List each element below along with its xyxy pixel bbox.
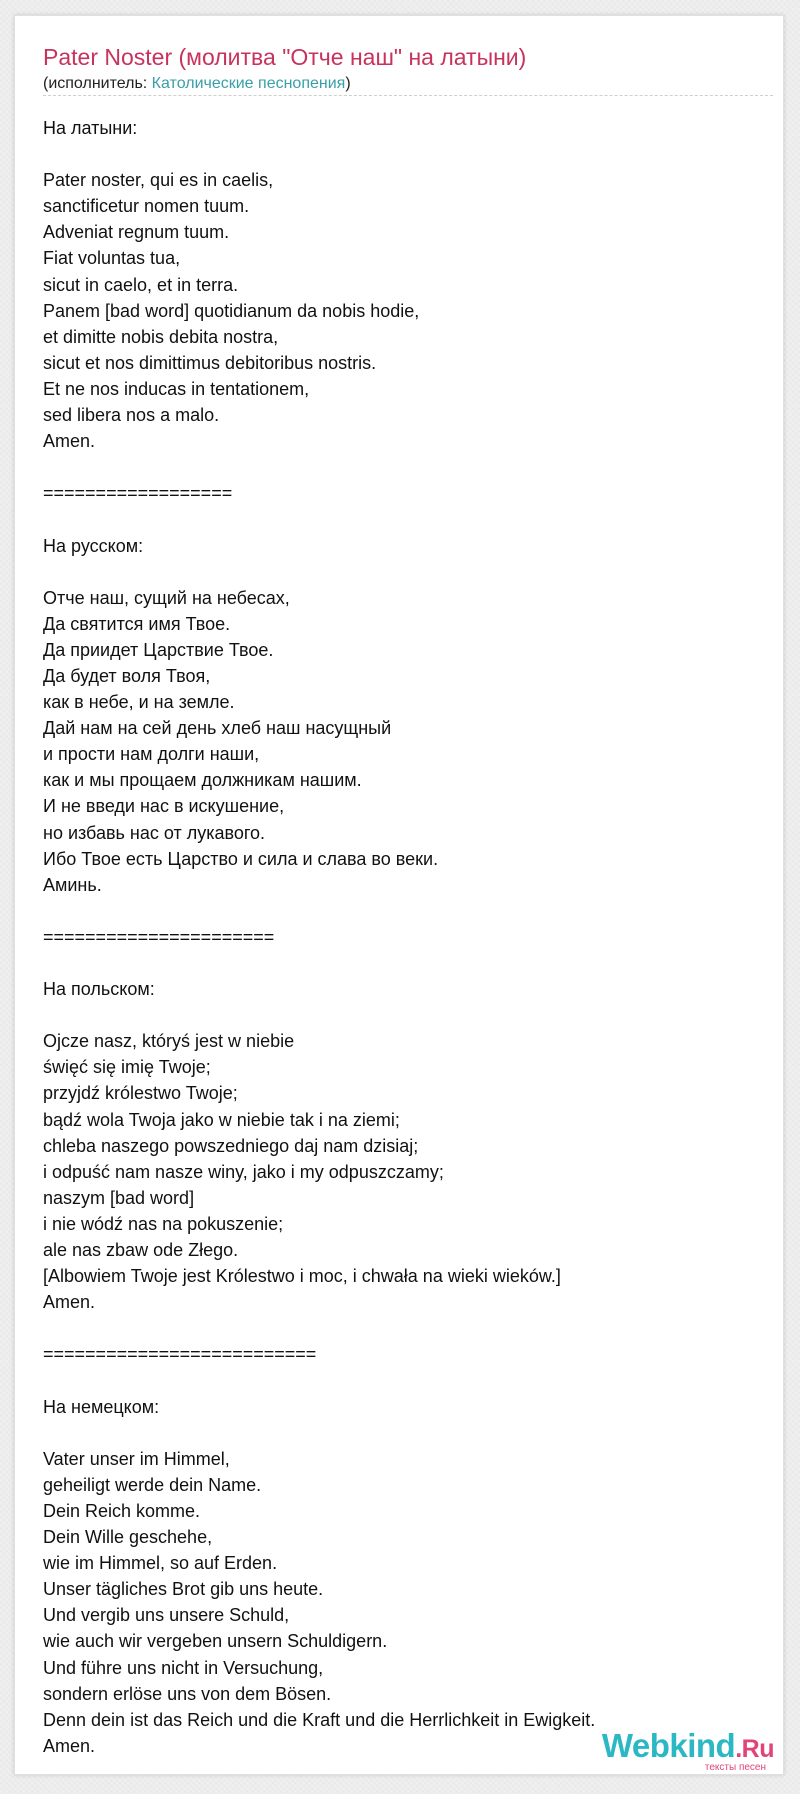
- lyrics-line: Fiat voluntas tua,: [43, 248, 181, 269]
- artist-prefix: (исполнитель:: [43, 75, 152, 92]
- webkind-logo[interactable]: [584, 1726, 774, 1776]
- lyrics-line: Да будет воля Твоя,: [43, 665, 211, 686]
- lyrics-line: как в небе, и на земле.: [43, 692, 235, 713]
- lyrics-line: [43, 950, 773, 976]
- lyrics-line: Аминь.: [43, 874, 102, 895]
- lyrics-line: Да приидет Царствие Твое.: [43, 639, 274, 660]
- lyrics-line: wie auch wir vergeben unsern Schuldigern.: [43, 1631, 388, 1652]
- lyrics-line: bądź wola Twoja jako w niebie tak i na ziemi;: [43, 1109, 400, 1130]
- artist-link[interactable]: Католические песнопения: [151, 75, 346, 92]
- lyrics-line: На польском:: [43, 979, 155, 1000]
- lyrics-line: Отче наш, сущий на небесах,: [43, 587, 290, 608]
- title-divider: [43, 95, 773, 96]
- lyrics-line: chleba naszego powszedniego daj nam dzisiaj;: [43, 1135, 419, 1156]
- lyrics-line: naszym [bad word]: [43, 1187, 195, 1208]
- lyrics-line: [43, 559, 773, 585]
- lyrics-line: Ojcze nasz, któryś jest w niebie: [43, 1031, 295, 1052]
- lyrics-line: Pater noster, qui es in caelis,: [43, 170, 274, 191]
- lyrics-line: [43, 1002, 773, 1028]
- lyrics-line: Amen.: [43, 1735, 96, 1756]
- lyrics-line: święć się imię Twoje;: [43, 1057, 211, 1078]
- lyrics-line: Dein Reich komme.: [43, 1500, 201, 1521]
- lyrics-line: przyjdź królestwo Twoje;: [43, 1083, 238, 1104]
- lyrics-line: [43, 141, 773, 167]
- lyrics-line: sondern erlöse uns von dem Bösen.: [43, 1683, 332, 1704]
- lyrics-line: но избавь нас от лукавого.: [43, 822, 266, 843]
- page-title: Pater Noster (молитва "Отче наш" на латыни): [43, 44, 527, 70]
- lyrics-line: Und vergib uns unsere Schuld,: [43, 1605, 290, 1626]
- lyrics-line: И не введи нас в искушение,: [43, 796, 285, 817]
- lyrics-line: Et ne nos inducas in tentationem,: [43, 378, 310, 399]
- lyrics-line: i nie wódź nas na pokuszenie;: [43, 1213, 284, 1234]
- lyrics-line: Да святится имя Твое.: [43, 613, 231, 634]
- lyrics-line: Und führe uns nicht in Versuchung,: [43, 1657, 324, 1678]
- lyrics-line: Panem [bad word] quotidianum da nobis hodie,: [43, 300, 420, 321]
- lyrics-line: sanctificetur nomen tuum.: [43, 196, 250, 217]
- lyrics-line: Ибо Твое есть Царство и сила и слава во веки.: [43, 848, 439, 869]
- lyrics-line: i odpuść nam nasze winy, jako i my odpuszczamy;: [43, 1161, 444, 1182]
- lyrics-line: [43, 1315, 773, 1341]
- lyrics-line: Amen.: [43, 1292, 96, 1313]
- lyrics-line: ale nas zbaw ode Złego.: [43, 1240, 239, 1261]
- logo-main-text: Webkind: [601, 1727, 736, 1764]
- lyrics-text: [43, 115, 773, 1759]
- lyrics-card: [14, 15, 784, 1775]
- lyrics-line: [43, 1368, 773, 1394]
- lyrics-line: Dein Wille geschehe,: [43, 1527, 213, 1548]
- lyrics-line: Denn dein ist das Reich und die Kraft und die Herrlichkeit in Ewigkeit.: [43, 1709, 596, 1730]
- lyrics-line: sicut in caelo, et in terra.: [43, 274, 239, 295]
- lyrics-line: sed libera nos a malo.: [43, 405, 220, 426]
- lyrics-line: ======================: [43, 926, 275, 947]
- artist-line: [43, 75, 351, 93]
- lyrics-line: [43, 1420, 773, 1446]
- lyrics-line: [43, 898, 773, 924]
- lyrics-line: wie im Himmel, so auf Erden.: [43, 1553, 278, 1574]
- lyrics-line: и прости нам долги наши,: [43, 744, 260, 765]
- lyrics-line: На латыни:: [43, 118, 138, 138]
- artist-suffix: ): [345, 75, 351, 92]
- logo-tld: .Ru: [735, 1735, 774, 1763]
- lyrics-line: Amen.: [43, 431, 96, 452]
- lyrics-line: Unser tägliches Brot gib uns heute.: [43, 1579, 324, 1600]
- lyrics-line: et dimitte nobis debita nostra,: [43, 326, 279, 347]
- lyrics-line: Adveniat regnum tuum.: [43, 222, 230, 243]
- lyrics-line: На русском:: [43, 535, 144, 556]
- lyrics-line: geheiligt werde dein Name.: [43, 1474, 262, 1495]
- lyrics-line: ==================: [43, 483, 233, 504]
- lyrics-line: как и мы прощаем должникам нашим.: [43, 770, 362, 791]
- lyrics-line: ==========================: [43, 1344, 317, 1365]
- lyrics-line: [Albowiem Twoje jest Królestwo i moc, i chwała na wieki wieków.]: [43, 1266, 561, 1287]
- lyrics-line: На немецком:: [43, 1396, 160, 1417]
- lyrics-line: Vater unser im Himmel,: [43, 1448, 230, 1469]
- lyrics-line: sicut et nos dimittimus debitoribus nostris.: [43, 352, 377, 373]
- lyrics-line: Дай нам на сей день хлеб наш насущный: [43, 718, 392, 739]
- logo-tagline: тексты песен: [704, 1762, 766, 1773]
- lyrics-line: [43, 506, 773, 532]
- lyrics-line: [43, 454, 773, 480]
